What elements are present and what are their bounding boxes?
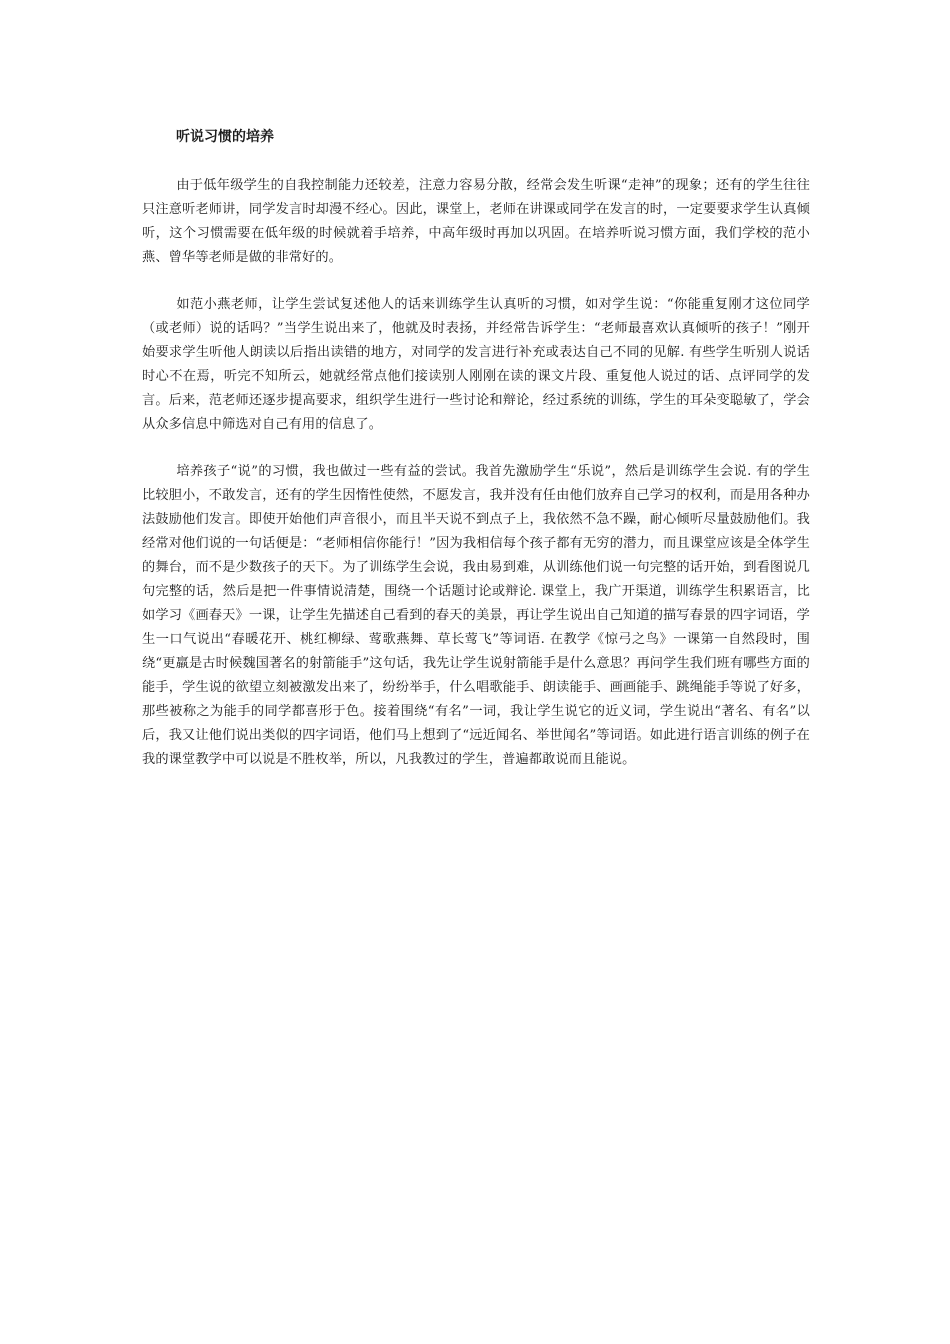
- document-title: 听说习惯的培养: [176, 129, 274, 145]
- paragraph-1: 由于低年级学生的自我控制能力还较差，注意力容易分散，经常会发生听课“走神”的现象；还有的学生往往只注意听老师讲，同学发言时却漫不经心。因此，课堂上，老师在讲课或同学在发言的时，一定要要求学生认真倾听，这个习惯需要在低年级的时候就着手培养，中高年级时再加以巩固。在培养听说习惯方面，我们学校的范小燕、曾华等老师是做的非常好的。: [142, 178, 810, 265]
- document-body: [142, 126, 810, 795]
- paragraph-3: 培养孩子“说”的习惯，我也做过一些有益的尝试。我首先激励学生“乐说”，然后是训练学生会说. 有的学生比较胆小，不敢发言，还有的学生因惰性使然，不愿发言，我并没有任由他们放弃自己学习的权利，而是用各种办法鼓励他们发言。即使开始他们声音很小，而且半天说不到点子上，我依然不急不躁，耐心倾听尽量鼓励他们。我经常对他们说的一句话便是：“老师相信你能行！”因为我相信每个孩子都有无穷的潜力，而且课堂应该是全体学生的舞台，而不是少数孩子的天下。为了训练学生会说，我由易到难，从训练他们说一句完整的话开始，到看图说几句完整的话，然后是把一件事情说清楚，围绕一个话题讨论或辩论. 课堂上，我广开渠道，训练学生积累语言，比如学习《画春天》一课，让学生先描述自己看到的春天的美景，再让学生说出自己知道的描写春景的四字词语，学生一口气说出“春暖花开、桃红柳绿、莺歌燕舞、草长莺飞”等词语. 在教学《惊弓之鸟》一课第一自然段时，围绕“更羸是古时候魏国著名的射箭能手”这句话，我先让学生说射箭能手是什么意思？再问学生我们班有哪些方面的能手，学生说的欲望立刻被激发出来了，纷纷举手，什么唱歌能手、朗读能手、画画能手、跳绳能手等说了好多，那些被称之为能手的同学都喜形于色。接着围绕“有名”一词，我让学生说它的近义词，学生说出“著名、有名”以后，我又让他们说出类似的四字词语，他们马上想到了“远近闻名、举世闻名”等词语。如此进行语言训练的例子在我的课堂教学中可以说是不胜枚举，所以，凡我教过的学生，普遍都敢说而且能说。: [142, 464, 810, 767]
- paragraph-2: 如范小燕老师，让学生尝试复述他人的话来训练学生认真听的习惯，如对学生说：“你能重复刚才这位同学（或老师）说的话吗？”当学生说出来了，他就及时表扬，并经常告诉学生：“老师最喜欢认真倾听的孩子！”刚开始要求学生听他人朗读以后指出读错的地方，对同学的发言进行补充或表达自己不同的见解. 有些学生听别人说话时心不在焉，听完不知所云，她就经常点他们接读别人刚刚在读的课文片段、重复他人说过的话、点评同学的发言。后来，范老师还逐步提高要求，组织学生进行一些讨论和辩论，经过系统的训练，学生的耳朵变聪敏了，学会从众多信息中筛选对自己有用的信息了。: [142, 297, 810, 432]
